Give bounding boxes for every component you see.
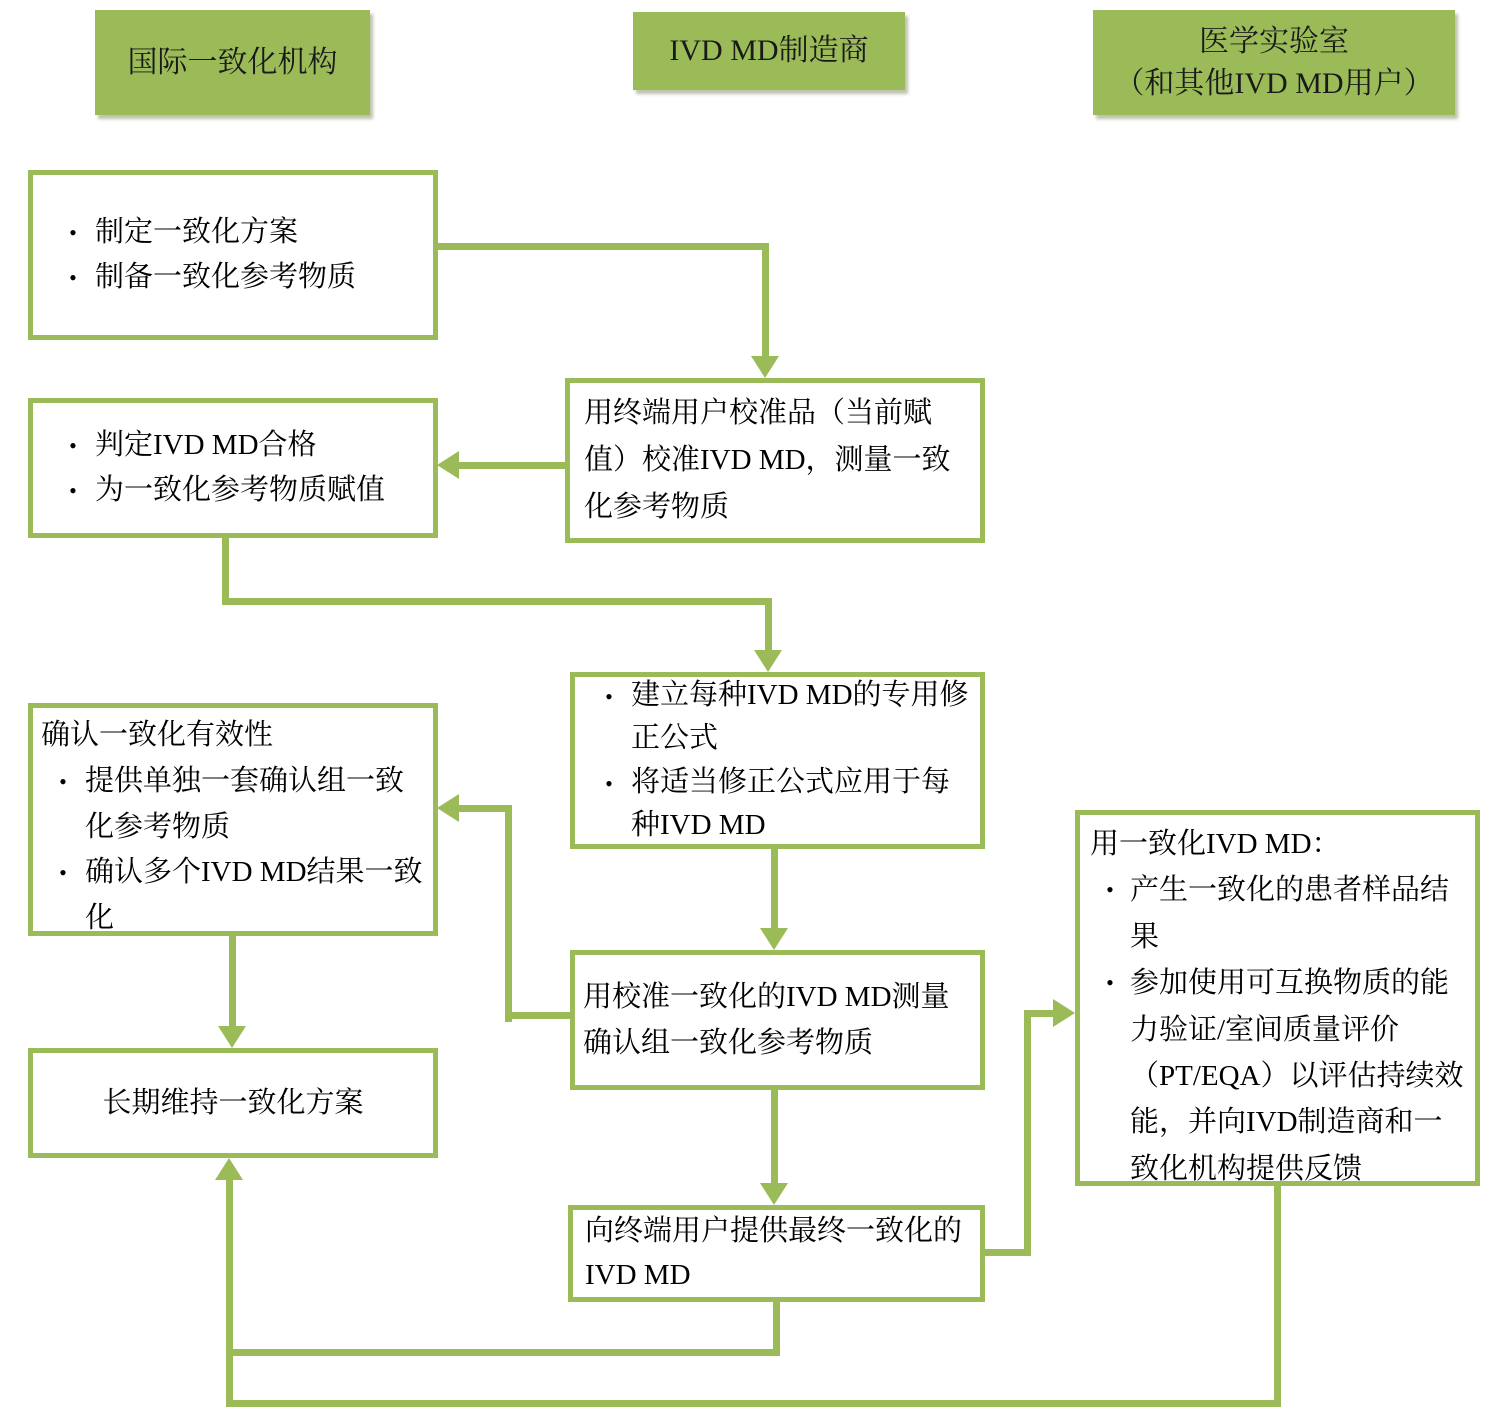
header-medical-lab-line2: （和其他IVD MD用户） [1114,66,1434,100]
bullet-item [41,850,427,942]
bullet-dot: • [69,219,77,245]
bullet-text: 产生一致化的患者样品结果 [1130,874,1450,953]
bullet-item [1090,960,1469,1192]
bullet-text: 判定IVD MD合格 [95,428,317,461]
bullet-item [587,761,974,848]
box-text: 用终端用户校准品（当前赋值）校准IVD MD，测量一致化参考物质 [584,397,951,523]
bullet-item [587,674,974,761]
connector-measure-validate-v [505,805,512,1022]
arrowhead-up-icon [215,1158,243,1180]
connector-develop-calibrate-v [762,243,769,358]
header-medical-lab-line1: 医学实验室 [1199,24,1349,58]
connector-provide-feedback-h [226,1349,780,1356]
connector-provide-use-h2 [1024,1010,1055,1017]
bullet-text: 制备一致化参考物质 [95,261,357,293]
bullet-text: 为一致化参考物质赋值 [95,474,386,506]
bullet-text: 提供单独一套确认组一致化参考物质 [85,764,405,843]
box-title: 确认一致化有效性 [41,719,274,751]
connector-use-maintain-v1 [1274,1185,1281,1407]
bullet-dot: • [59,860,67,886]
box-validate-effectiveness [28,703,438,936]
connector-use-maintain-h [226,1400,1281,1407]
bullet-text: 参加使用可互换物质的能力验证/室间质量评价（PT/EQA）以评估持续效能，并向IVD制造商和一致化机构提供反馈 [1130,967,1464,1185]
box-qualify-assign [28,398,438,538]
bullet-dot: • [605,683,613,709]
connector-validate-maintain-v [229,935,236,1028]
connector-calibrate-qualify-h [459,462,565,469]
arrowhead-down-icon [751,356,779,378]
box-text: 用校准一致化的IVD MD测量确认组一致化参考物质 [583,980,950,1059]
bullet-item [51,468,423,513]
bullet-item [51,210,423,255]
connector-measure-validate-h2 [455,805,512,812]
box-text: 长期维持一致化方案 [102,1086,364,1119]
header-international-org-label: 国际一致化机构 [127,45,338,79]
connector-qualify-correction-h [222,598,772,605]
arrowhead-down-icon [760,1183,788,1205]
arrowhead-down-icon [754,650,782,672]
bullet-dot: • [605,770,613,796]
bullet-item [41,759,427,851]
bullet-dot: • [59,768,67,794]
connector-qualify-correction-v2 [765,598,772,652]
arrowhead-down-icon [218,1026,246,1048]
bullet-text: 确认多个IVD MD结果一致化 [85,856,423,935]
arrowhead-down-icon [760,928,788,950]
connector-qualify-correction-v1 [222,537,229,605]
arrowhead-left-icon [437,794,459,822]
connector-measure-validate-h1 [505,1012,570,1019]
connector-measure-provide-v [771,1090,778,1185]
box-provide-final [568,1205,985,1302]
bullet-dot: • [1106,970,1114,996]
connector-provide-feedback-v [773,1300,780,1356]
header-medical-lab [1093,10,1455,115]
connector-develop-calibrate-h [437,243,769,250]
box-develop-protocol [28,170,438,340]
bullet-item [51,423,423,468]
arrowhead-right-icon [1053,999,1075,1027]
box-title: 用一致化IVD MD： [1090,828,1341,860]
box-maintain-program [28,1048,438,1158]
bullet-dot: • [69,478,77,503]
box-measure-validation [570,950,985,1090]
connector-correction-measure-v [771,848,778,930]
connector-use-maintain-v2 [226,1180,233,1407]
bullet-dot: • [1106,877,1114,903]
box-correction-formula [570,672,985,849]
bullet-text: 制定一致化方案 [95,215,299,248]
header-ivd-manufacturer-label: IVD MD制造商 [669,34,869,67]
header-ivd-manufacturer [633,12,905,90]
box-calibrate-measure [565,378,985,543]
bullet-item [51,255,423,300]
arrowhead-left-icon [437,451,459,479]
bullet-dot: • [69,265,77,290]
bullet-item [1090,867,1469,960]
box-use-harmonized [1075,810,1480,1186]
connector-provide-use-v [1024,1010,1031,1256]
box-text: 向终端用户提供最终一致化的IVD MD [585,1215,963,1291]
bullet-text: 建立每种IVD MD的专用修正公式 [631,678,969,754]
bullet-text: 将适当修正公式应用于每种IVD MD [631,765,951,841]
header-international-org [95,10,370,115]
bullet-dot: • [69,432,77,458]
